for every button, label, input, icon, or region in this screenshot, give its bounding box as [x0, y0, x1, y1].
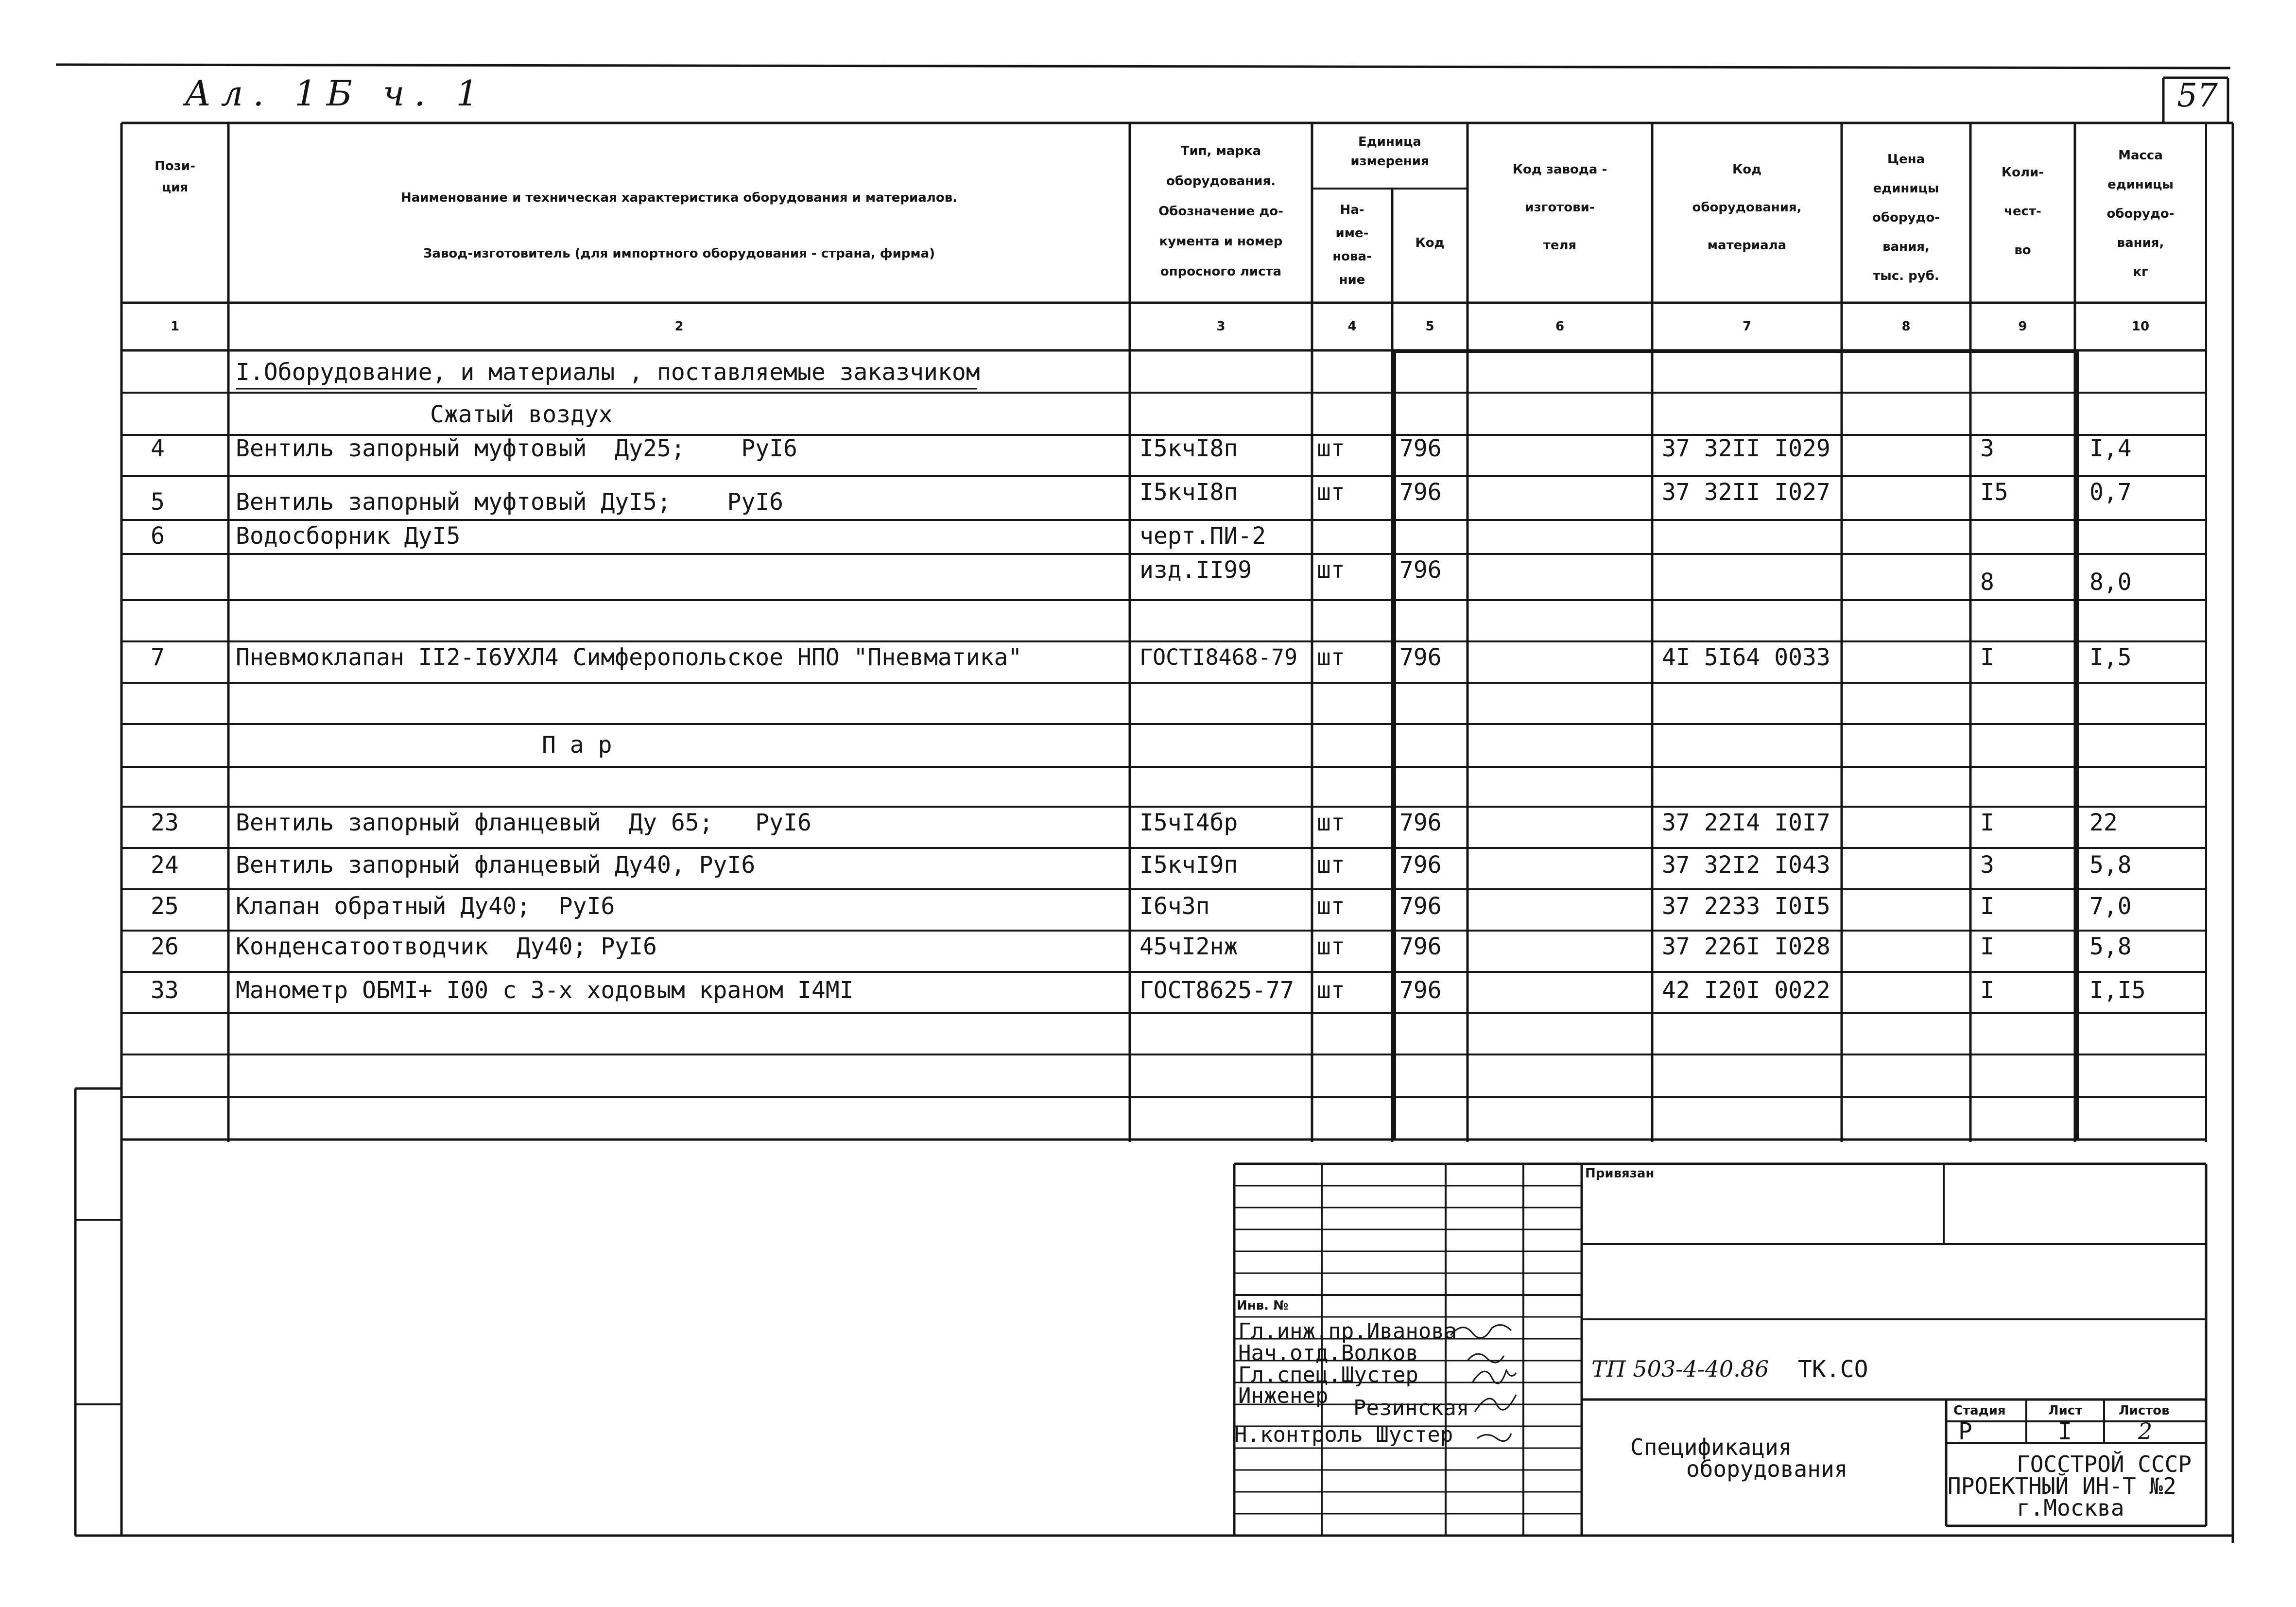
stamp-org-line2: ПРОЕКТНЫЙ ИН-Т №2 — [1948, 1473, 2176, 1499]
row-equipment-code: 37 2233 I0I5 — [1662, 893, 1830, 920]
row-equipment-code: 42 I20I 0022 — [1662, 977, 1830, 1004]
col-num-4: 4 — [1347, 319, 1357, 334]
header-col-1: Пози- ция — [155, 159, 195, 195]
stamp-stage-label: Стадия — [1953, 1403, 2006, 1418]
row-position: 4 — [151, 435, 165, 462]
row-mass: 5,8 — [2089, 851, 2132, 879]
row-unit: шт — [1317, 933, 1345, 960]
col-num-1: 1 — [170, 319, 180, 334]
row-unit-code: 796 — [1399, 644, 1442, 671]
header-col-6: Код завода - изготови- теля — [1512, 162, 1607, 253]
row-equipment-code: 37 32II I027 — [1662, 479, 1830, 506]
row-quantity: I5 — [1980, 479, 2008, 506]
header-col-9: Коли- чест- во — [2001, 165, 2044, 258]
subsection-steam: П а р — [542, 731, 612, 759]
row-type: ГОСТI8468-79 — [1139, 644, 1298, 670]
row-equipment-code: 37 32I2 I043 — [1662, 851, 1830, 879]
row-position: 25 — [151, 893, 179, 920]
col-num-8: 8 — [1901, 319, 1911, 334]
stamp-sheets-value: 2 — [2138, 1418, 2153, 1444]
header-col-10: Масса единицы оборудо- вания, кг — [2106, 148, 2175, 279]
row-quantity: I — [1980, 644, 1994, 671]
stamp-title-line2: оборудования — [1686, 1456, 1848, 1482]
header-col-7: Код оборудования, материала — [1692, 162, 1802, 253]
row-position: 6 — [151, 522, 165, 550]
stamp-org-line1: ГОССТРОЙ СССР — [2017, 1451, 2192, 1477]
row-unit: шт — [1317, 809, 1345, 836]
row-equipment-code: 37 32II I029 — [1662, 435, 1830, 462]
row-mass: 22 — [2089, 809, 2118, 836]
row-quantity: I — [1980, 933, 1994, 960]
signature-mark — [1475, 1395, 1516, 1412]
row-unit-code: 796 — [1399, 435, 1442, 462]
row-mass: 0,7 — [2089, 479, 2132, 506]
stamp-inventory-label: Инв. № — [1237, 1298, 1289, 1313]
stamp-sheet-label: Лист — [2048, 1403, 2083, 1418]
col-num-7: 7 — [1742, 319, 1752, 334]
stamp-privyazan-label: Привязан — [1585, 1166, 1655, 1181]
header-units-group: Единица измерения — [1350, 135, 1429, 169]
row-quantity: I — [1980, 893, 1994, 920]
signer-department-head: Нач.отд.Волков — [1238, 1341, 1418, 1365]
row-type: I5кчI9п — [1139, 851, 1238, 879]
stamp-document-code: ТП 503-4-40.86 — [1591, 1356, 1769, 1382]
row-unit-code: 796 — [1399, 977, 1442, 1004]
row-quantity: I — [1980, 809, 1994, 836]
header-col-3: Тип, марка оборудования. Обозначение до- кумента и номер опросного листа — [1158, 144, 1283, 279]
row-position: 24 — [151, 851, 179, 879]
row-type: 45чI2нж — [1139, 933, 1238, 960]
row-unit: шт — [1317, 556, 1345, 584]
row-name: Пневмоклапан II2-I6УХЛ4 Симферопольское НПО "Пневматика" — [236, 644, 1022, 671]
col-num-6: 6 — [1555, 319, 1565, 334]
row-quantity: 8 — [1980, 569, 1994, 596]
row-name: Вентиль запорный муфтовый Ду25; РуI6 — [236, 435, 797, 462]
row-quantity: I — [1980, 977, 1994, 1004]
section-title: I.Оборудование, и материалы , поставляемые заказчиком — [236, 359, 980, 386]
row-mass: 8,0 — [2089, 569, 2132, 596]
col-num-3: 3 — [1216, 319, 1226, 334]
row-unit-code: 796 — [1399, 809, 1442, 836]
row-mass: I,4 — [2089, 435, 2132, 462]
row-name: Манометр ОБМI+ I00 с 3-х ходовым краном I4МI — [236, 977, 854, 1004]
row-mass: I,5 — [2089, 644, 2132, 671]
row-unit-code: 796 — [1399, 933, 1442, 960]
row-unit: шт — [1317, 644, 1345, 671]
header-col-8: Цена единицы оборудо- вания, тыс. руб. — [1872, 152, 1940, 283]
row-type: I5чI4бр — [1139, 809, 1238, 836]
col-num-2: 2 — [674, 319, 684, 334]
row-unit: шт — [1317, 893, 1345, 920]
page-number: 57 — [2177, 77, 2218, 114]
row-position: 23 — [151, 809, 179, 836]
row-position: 5 — [151, 488, 165, 516]
col-num-10: 10 — [2131, 319, 2150, 334]
row-position: 26 — [151, 933, 179, 960]
row-position: 7 — [151, 644, 165, 671]
row-unit-code: 796 — [1399, 851, 1442, 879]
row-type: изд.II99 — [1139, 556, 1252, 584]
row-mass: 7,0 — [2089, 893, 2132, 920]
header-col-2: Наименование и техническая характеристика оборудования и материалов. Завод-изготовитель (для импортного оборудования - страна, фирма) — [400, 190, 958, 261]
stamp-sheet-value: I — [2058, 1418, 2072, 1445]
stamp-sheets-label: Листов — [2119, 1403, 2170, 1418]
col-num-9: 9 — [2018, 319, 2027, 334]
header-col-5: Код — [1415, 236, 1445, 250]
signer-norm-control: Н.контроль Шустер — [1234, 1422, 1453, 1447]
row-quantity: 3 — [1980, 435, 1994, 462]
row-quantity: 3 — [1980, 851, 1994, 879]
row-unit: шт — [1317, 851, 1345, 879]
row-unit-code: 796 — [1399, 893, 1442, 920]
header-col-4: На- име- нова- ние — [1332, 203, 1372, 287]
signer-chief-engineer: Гл.инж.пр.Иванова — [1238, 1319, 1457, 1344]
row-position: 33 — [151, 977, 179, 1004]
stamp-stage-value: Р — [1958, 1418, 1972, 1445]
stamp-org-line3: г.Москва — [2017, 1495, 2124, 1521]
handwritten-album-note: Ал. 1Б ч. 1 — [185, 73, 488, 114]
row-mass: I,I5 — [2089, 977, 2146, 1004]
row-unit: шт — [1317, 479, 1345, 506]
row-name: Вентиль запорный фланцевый Ду 65; РуI6 — [236, 809, 811, 836]
row-unit: шт — [1317, 977, 1345, 1004]
signer-engineer-title: Инженер — [1238, 1383, 1329, 1408]
signer-chief-specialist: Гл.спец.Шустер — [1238, 1363, 1418, 1387]
stamp-document-suffix: ТК.СО — [1798, 1356, 1868, 1383]
row-name: Водосборник ДуI5 — [236, 522, 461, 550]
row-equipment-code: 37 22I4 I0I7 — [1662, 809, 1830, 836]
subsection-air: Сжатый воздух — [430, 401, 613, 428]
row-unit: шт — [1317, 435, 1345, 462]
signer-engineer-name: Резинская — [1353, 1396, 1469, 1420]
row-type: I5кчI8п — [1139, 479, 1238, 506]
row-name: Вентиль запорный фланцевый Ду40, РуI6 — [236, 851, 756, 879]
stamp-title-line1: Спецификация — [1630, 1434, 1792, 1460]
signature-mark — [1472, 1370, 1516, 1383]
row-name: Вентиль запорный муфтовый ДуI5; РуI6 — [236, 488, 784, 516]
row-mass: 5,8 — [2089, 933, 2132, 960]
row-type: I5кчI8п — [1139, 435, 1238, 462]
row-equipment-code: 37 226I I028 — [1662, 933, 1830, 960]
signature-mark — [1477, 1434, 1511, 1441]
row-unit-code: 796 — [1399, 556, 1442, 584]
signature-mark — [1450, 1325, 1511, 1338]
row-name: Клапан обратный Ду40; РуI6 — [236, 893, 615, 920]
row-type: I6ч3п — [1139, 893, 1210, 920]
row-unit-code: 796 — [1399, 479, 1442, 506]
row-type: ГОСТ8625-77 — [1139, 977, 1294, 1004]
row-equipment-code: 4I 5I64 0033 — [1662, 644, 1830, 671]
row-name: Конденсатоотводчик Ду40; РуI6 — [236, 933, 657, 960]
row-type: черт.ПИ-2 — [1139, 522, 1266, 550]
col-num-5: 5 — [1425, 319, 1434, 334]
